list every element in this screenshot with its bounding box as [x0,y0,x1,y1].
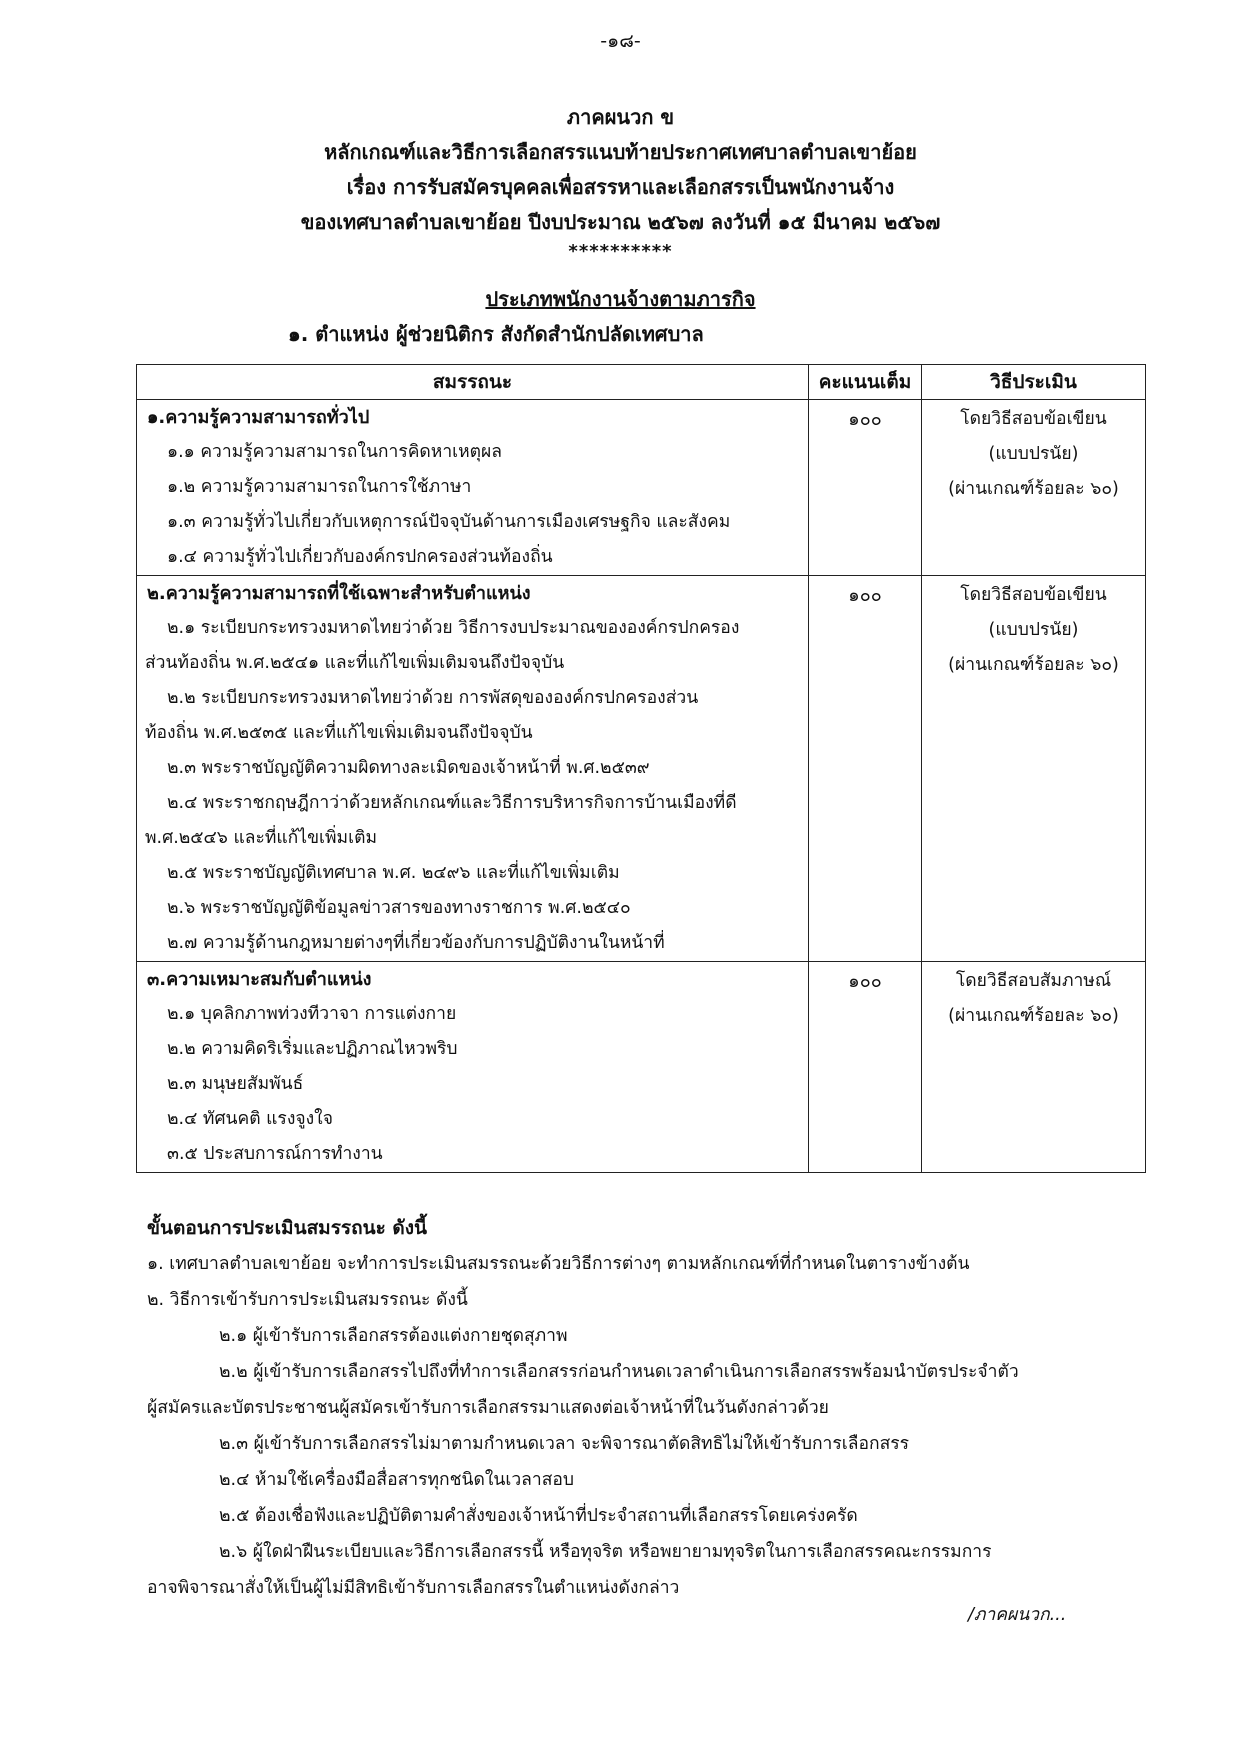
competency-item: ๒.๔ พระราชกฤษฎีกาว่าด้วยหลักเกณฑ์และวิธีการบริหารกิจการบ้านเมืองที่ดี [167,793,737,813]
step-line: ๒.๕ ต้องเชื่อฟังและปฏิบัติตามคำสั่งของเจ้าหน้าที่ประจำสถานที่เลือกสรรโดยเคร่งครัด [219,1506,858,1526]
header-competency: สมรรถนะ [137,365,809,400]
table-row [137,576,1146,962]
competency-item: ๒.๑ บุคลิกภาพท่วงทีวาจา การแต่งกาย [167,1004,457,1024]
score-cell [809,576,922,962]
score-cell [809,962,922,1173]
step-line: ๒. วิธีการเข้ารับการประเมินสมรรถนะ ดังนี้ [147,1290,468,1310]
step-line: ๒.๖ ผู้ใดฝ่าฝืนระเบียบและวิธีการเลือกสรรนี้ หรือทุจริต หรือพยายามทุจริตในการเลือกสรรคณะกรรมการ [219,1542,992,1562]
method-text: โดยวิธีสอบสัมภาษณ์ [955,971,1112,991]
competency-item: ๒.๖ พระราชบัญญัติข้อมูลข่าวสารของทางราชการ พ.ศ.๒๕๔๐ [167,898,631,918]
competency-item: ๑.๔ ความรู้ทั่วไปเกี่ยวกับองค์กรปกครองส่วนท้องถิ่น [167,547,553,567]
competency-item: ๒.๑ ระเบียบกระทรวงมหาดไทยว่าด้วย วิธีการงบประมาณขององค์กรปกครอง [167,618,740,638]
competency-item: ๑.๒ ความรู้ความสามารถในการใช้ภาษา [167,477,472,497]
header-appendix: ภาคผนวก ข [566,105,675,129]
assessment-steps [147,1210,1107,1606]
document-header [0,100,1241,264]
method-text: โดยวิธีสอบข้อเขียน [960,409,1107,429]
competency-section-title: ๓.ความเหมาะสมกับตำแหน่ง [147,969,372,990]
competency-item: ๒.๕ พระราชบัญญัติเทศบาล พ.ศ. ๒๔๙๖ และที่แก้ไขเพิ่มเติม [167,863,620,883]
method-text: โดยวิธีสอบข้อเขียน [960,585,1107,605]
competency-item: ๒.๔ ทัศนคติ แรงจูงใจ [167,1109,333,1129]
page-number: -๑๘- [600,30,641,52]
competency-cell [137,576,809,962]
method-text: (แบบปรนัย) [988,620,1079,640]
step-line: ๒.๓ ผู้เข้ารับการเลือกสรรไม่มาตามกำหนดเวลา จะพิจารณาตัดสิทธิไม่ให้เข้ารับการเลือกสรร [219,1434,910,1454]
competency-item: ๒.๓ พระราชบัญญัติความผิดทางละเมิดของเจ้าหน้าที่ พ.ศ.๒๕๓๙ [167,758,650,778]
method-text: (ผ่านเกณฑ์ร้อยละ ๖๐) [948,655,1119,675]
competency-cell [137,400,809,576]
table-header-row [137,365,1146,400]
competency-item: ๑.๓ ความรู้ทั่วไปเกี่ยวกับเหตุการณ์ปัจจุบันด้านการเมืองเศรษฐกิจ และสังคม [167,512,731,532]
competency-item: ๒.๓ มนุษยสัมพันธ์ [167,1074,304,1094]
step-line: ๒.๑ ผู้เข้ารับการเลือกสรรต้องแต่งกายชุดสุภาพ [219,1326,568,1346]
competency-item: ท้องถิ่น พ.ศ.๒๕๓๕ และที่แก้ไขเพิ่มเติมจนถึงปัจจุบัน [145,723,533,743]
competency-section-title: ๒.ความรู้ความสามารถที่ใช้เฉพาะสำหรับตำแหน่ง [147,583,531,604]
header-date: ของเทศบาลตำบลเขาย้อย ปีงบประมาณ ๒๕๖๗ ลงวันที่ ๑๕ มีนาคม ๒๕๖๗ [300,210,941,234]
competency-item: พ.ศ.๒๕๔๖ และที่แก้ไขเพิ่มเติม [145,828,377,848]
competency-item: ๒.๗ ความรู้ด้านกฎหมายต่างๆที่เกี่ยวข้องกับการปฏิบัติงานในหน้าที่ [167,933,665,953]
competency-item: ๓.๕ ประสบการณ์การทำงาน [167,1144,383,1164]
header-criteria: หลักเกณฑ์และวิธีการเลือกสรรแนบท้ายประกาศเทศบาลตำบลเขาย้อย [324,140,917,164]
table-row [137,962,1146,1173]
competency-item: ๒.๒ ระเบียบกระทรวงมหาดไทยว่าด้วย การพัสดุขององค์กรปกครองส่วน [167,688,699,708]
employee-type-title: ประเภทพนักงานจ้างตามภารกิจ [485,287,756,311]
method-cell [922,962,1146,1173]
step-line: ผู้สมัครและบัตรประชาชนผู้สมัครเข้ารับการเลือกสรรมาแสดงต่อเจ้าหน้าที่ในวันดังกล่าวด้วย [147,1398,829,1418]
method-cell [922,400,1146,576]
competency-item: ส่วนท้องถิ่น พ.ศ.๒๕๔๑ และที่แก้ไขเพิ่มเติมจนถึงปัจจุบัน [145,653,565,673]
step-line: ๑. เทศบาลตำบลเขาย้อย จะทำการประเมินสมรรถนะด้วยวิธีการต่างๆ ตามหลักเกณฑ์ที่กำหนดในตารางข้างต้น [147,1254,970,1274]
full-score-value: ๑๐๐ [848,971,882,992]
steps-title: ขั้นตอนการประเมินสมรรถนะ ดังนี้ [147,1217,428,1239]
method-text: (ผ่านเกณฑ์ร้อยละ ๖๐) [948,1006,1119,1026]
full-score-value: ๑๐๐ [848,585,882,606]
competency-item: ๒.๒ ความคิดริเริ่มและปฏิภาณไหวพริบ [167,1039,458,1059]
position-title: ๑. ตำแหน่ง ผู้ช่วยนิติกร สังกัดสำนักปลัดเทศบาล [288,322,704,346]
header-stars: ********** [568,241,673,262]
step-line: ๒.๒ ผู้เข้ารับการเลือกสรรไปถึงที่ทำการเลือกสรรก่อนกำหนดเวลาดำเนินการเลือกสรรพร้อมนำบัตรประจำตัว [219,1362,1019,1382]
score-cell [809,400,922,576]
step-line: ๒.๔ ห้ามใช้เครื่องมือสื่อสารทุกชนิดในเวลาสอบ [219,1470,575,1490]
header-subject: เรื่อง การรับสมัครบุคคลเพื่อสรรหาและเลือกสรรเป็นพนักงานจ้าง [346,175,895,199]
header-method: วิธีประเมิน [922,365,1146,400]
competency-cell [137,962,809,1173]
competency-section-title: ๑.ความรู้ความสามารถทั่วไป [147,407,370,428]
full-score-value: ๑๐๐ [848,409,882,430]
method-cell [922,576,1146,962]
method-text: (แบบปรนัย) [988,444,1079,464]
step-line: อาจพิจารณาสั่งให้เป็นผู้ไม่มีสิทธิเข้ารับการเลือกสรรในตำแหน่งดังกล่าว [147,1578,680,1598]
competency-item: ๑.๑ ความรู้ความสามารถในการคิดหาเหตุผล [167,442,503,462]
competency-table [136,364,1146,1173]
header-full-score: คะแนนเต็ม [809,365,922,400]
continued-footer: /ภาคผนวก... [968,1605,1067,1625]
table-row [137,400,1146,576]
method-text: (ผ่านเกณฑ์ร้อยละ ๖๐) [948,479,1119,499]
